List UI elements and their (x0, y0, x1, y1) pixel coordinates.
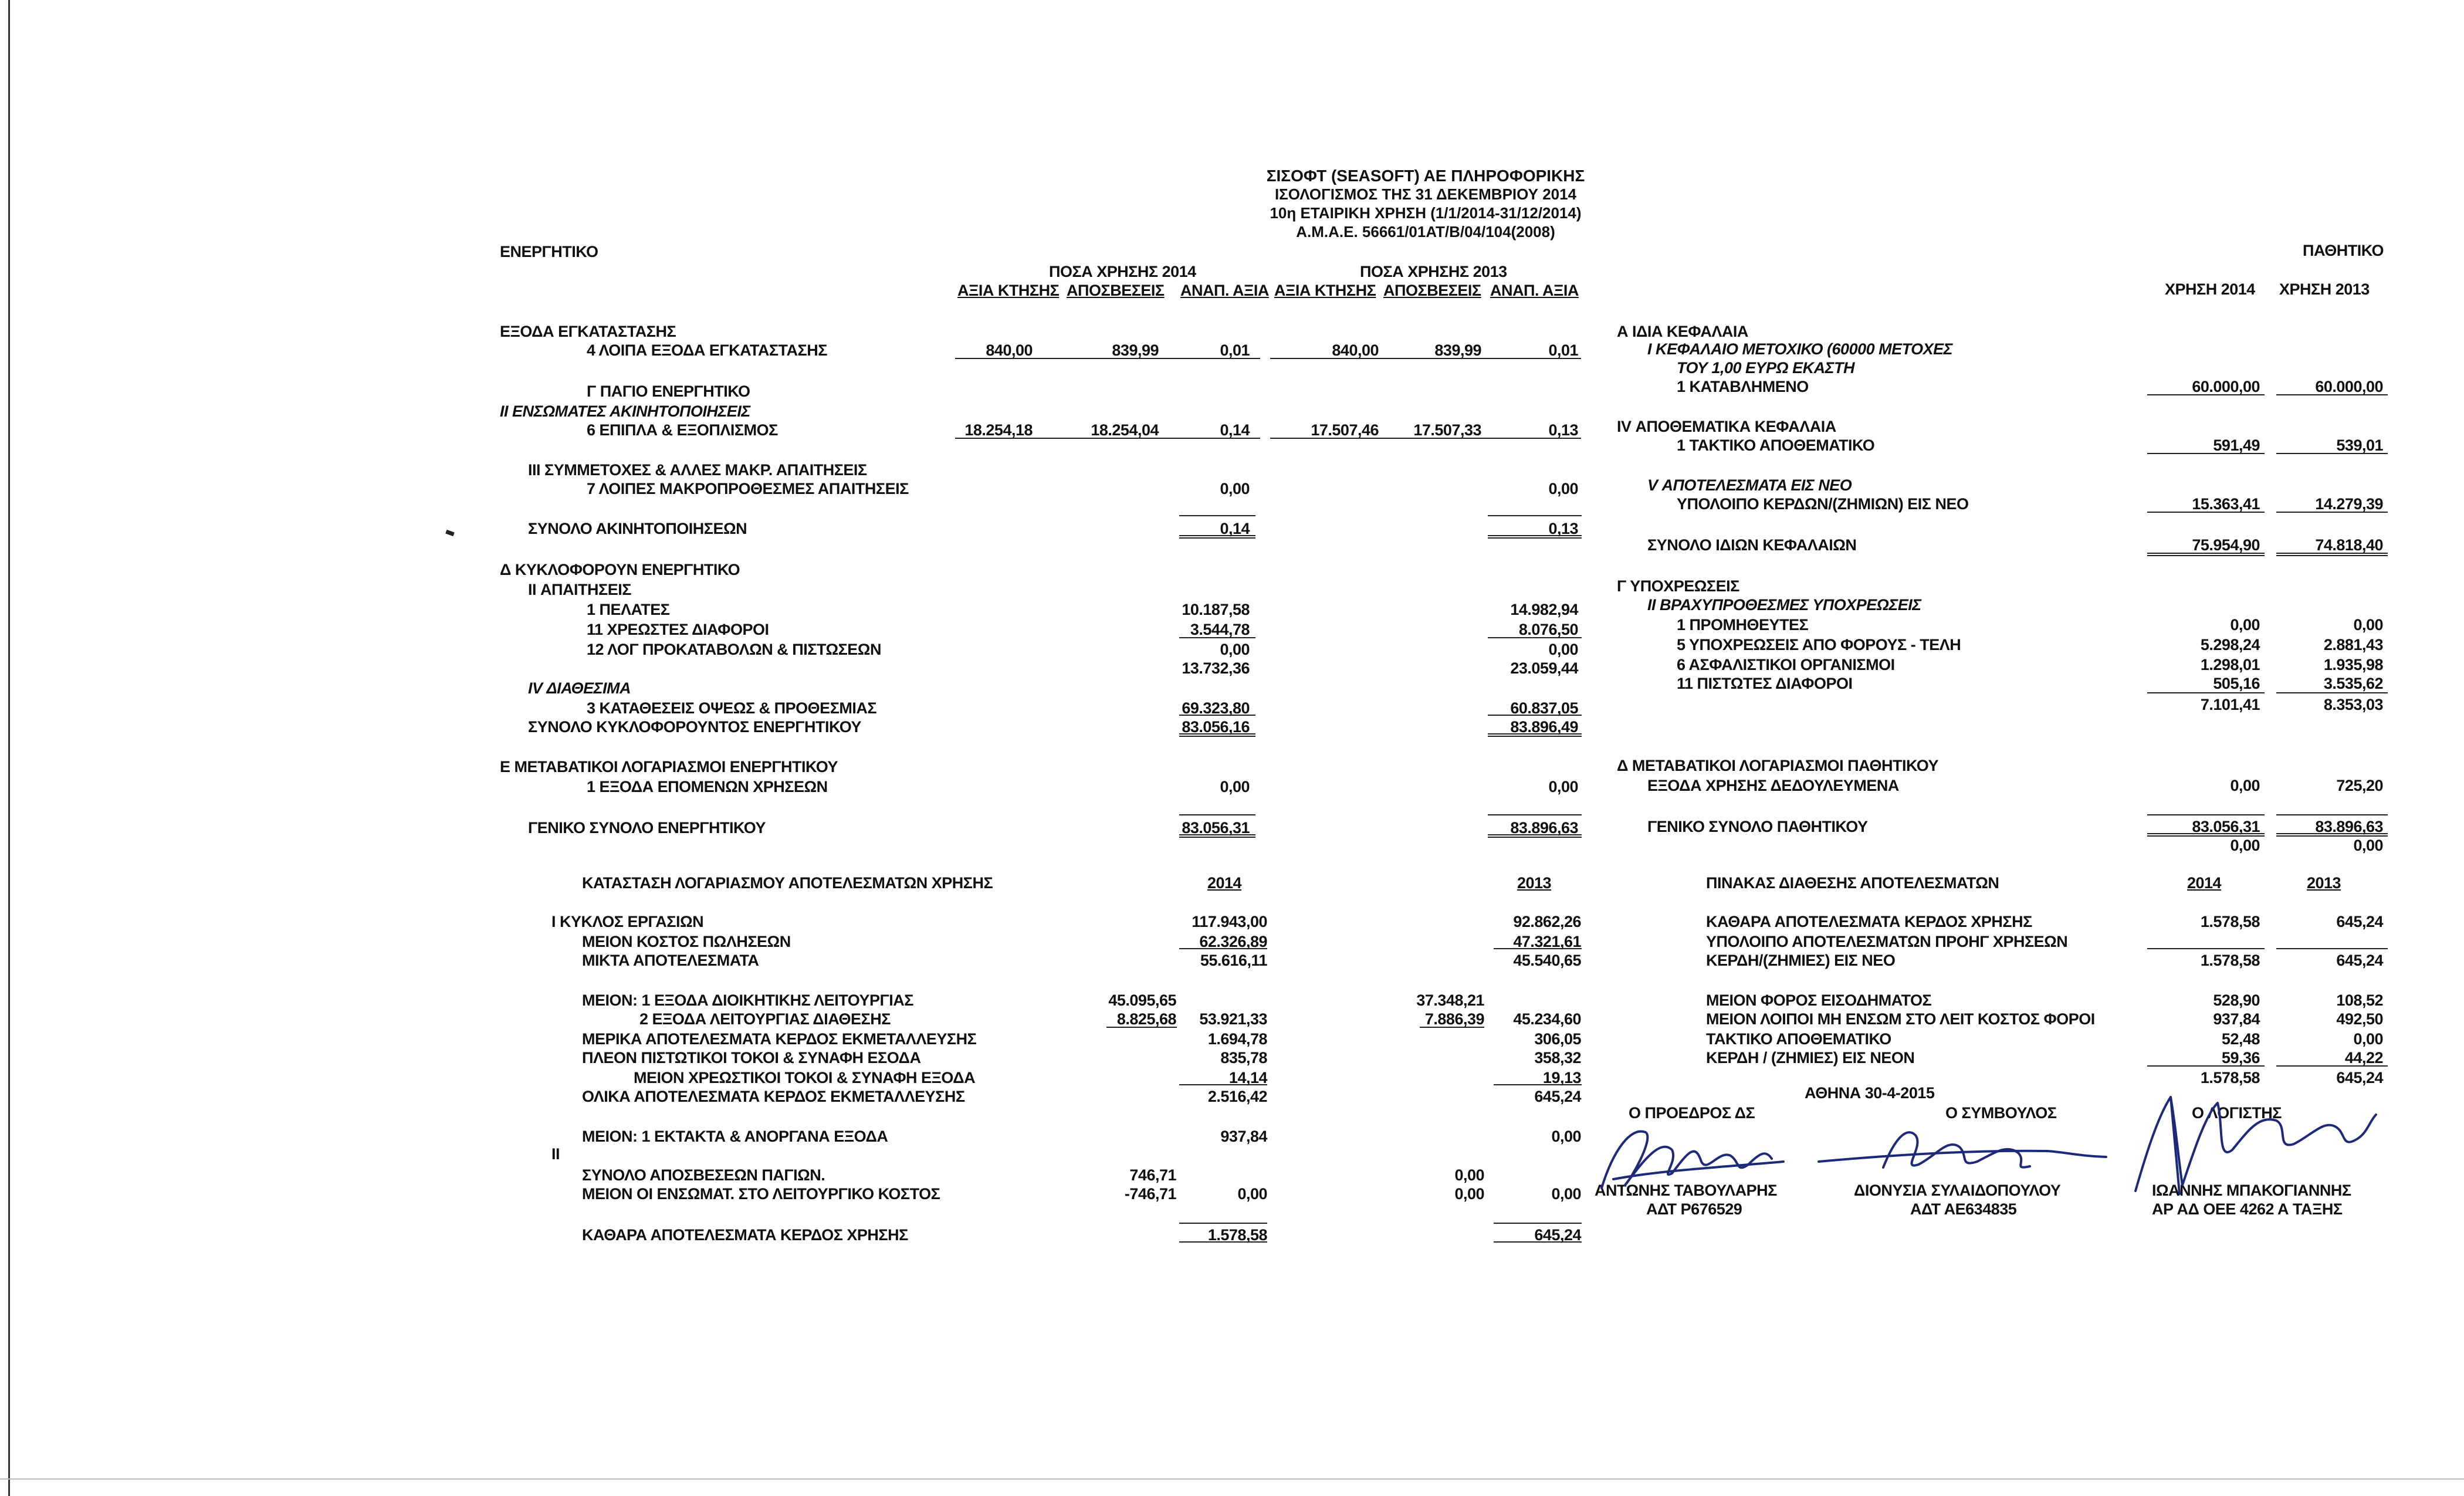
rule-total-2014 (1179, 814, 1255, 815)
distribution-row-label: ΥΠΟΛΟΙΠΟ ΑΠΟΤΕΛΕΣΜΑΤΩΝ ΠΡΟΗΓ ΧΡΗΣΕΩΝ (1706, 933, 2068, 950)
asset-value: 17.507,33 (1413, 421, 1481, 439)
liability-row-label: ΤΟΥ 1,00 ΕΥΡΩ ΕΚΑΣΤΗ (1677, 359, 1855, 377)
income-row-label: ΠΛΕΟΝ ΠΙΣΤΩΤΙΚΟΙ ΤΟΚΟΙ & ΣΥΝΑΦΗ ΕΣΟΔΑ (582, 1049, 921, 1067)
liability-value: 7.101,41 (2200, 696, 2260, 713)
asset-value: 0,01 (1548, 341, 1578, 359)
liability-value: 8.353,03 (2323, 696, 2383, 713)
rule-gtot-2014 (2147, 814, 2265, 815)
distribution-value: 52,48 (2221, 1030, 2260, 1048)
col-cost-2014: ΑΞΙΑ ΚΤΗΣΗΣ (957, 282, 1060, 299)
liability-row-label: IV ΑΠΟΘΕΜΑΤΙΚΑ ΚΕΦΑΛΑΙΑ (1617, 418, 1836, 435)
income-value: 358,32 (1534, 1049, 1581, 1067)
liabilities-title: ΠΑΘΗΤΙΚΟ (2303, 242, 2384, 259)
income-value: 45.095,65 (1108, 991, 1176, 1009)
asset-row-label: Γ ΠΑΓΙΟ ΕΝΕΡΓΗΤΙΚΟ (587, 383, 750, 400)
asset-value: 23.059,44 (1510, 659, 1578, 677)
income-value: 2.516,42 (1207, 1088, 1267, 1105)
dbl-gtot-2014 (2147, 833, 2265, 837)
income-value: 45.540,65 (1513, 952, 1581, 969)
asset-row-label: 4 ΛΟΙΠΑ ΕΞΟΔΑ ΕΓΚΑΤΑΣΤΑΣΗΣ (587, 341, 827, 359)
asset-value: 0,00 (1220, 641, 1250, 658)
liability-row-label: ΣΥΝΟΛΟ ΙΔΙΩΝ ΚΕΦΑΛΑΙΩΝ (1647, 536, 1857, 554)
rule-total-2013 (1488, 814, 1582, 815)
income-value: 1.578,58 (1207, 1226, 1267, 1244)
income-value: 0,00 (1551, 1185, 1581, 1203)
income-row-label: I ΚΥΚΛΟΣ ΕΡΓΑΣΙΩΝ (551, 913, 704, 930)
liability-value: 725,20 (2336, 777, 2383, 794)
liability-row-label: 1 ΚΑΤΑΒΛΗΜΕΝΟ (1677, 378, 1809, 395)
rule-dist-2-2013 (2276, 1065, 2388, 1067)
income-value: 47.321,61 (1513, 933, 1581, 950)
income-value: 0,00 (1454, 1166, 1484, 1184)
income-value: 55.616,11 (1200, 952, 1267, 969)
income-value: 14,14 (1228, 1069, 1267, 1087)
asset-row-label: II ΑΠΑΙΤΗΣΕΙΣ (528, 581, 631, 598)
dbl-gtot-2013 (2276, 833, 2388, 837)
asset-value: 0,00 (1548, 641, 1578, 658)
rule-install-2013 (1270, 358, 1581, 359)
rule-recv-2014 (1179, 637, 1255, 638)
distribution-row-label: ΚΕΡΔΗ/(ΖΗΜΙΕΣ) ΕΙΣ ΝΕΟ (1706, 952, 1896, 969)
asset-value: 0,14 (1220, 421, 1250, 439)
liability-row-label: V ΑΠΟΤΕΛΕΣΜΑΤΑ ΕΙΣ ΝΕΟ (1647, 476, 1852, 494)
income-value: 45.234,60 (1513, 1010, 1581, 1028)
asset-value: 83.056,31 (1182, 819, 1250, 837)
liability-value: 505,16 (2213, 675, 2260, 692)
liability-row-label: Γ ΥΠΟΧΡΕΩΣΕΙΣ (1617, 577, 1739, 595)
period-2014-label: ΠΟΣΑ ΧΡΗΣΗΣ 2014 (1049, 263, 1196, 280)
asset-value: 839,99 (1434, 341, 1481, 359)
income-value: 117.943,00 (1192, 913, 1267, 930)
income-row-label: ΜΕΙΟΝ ΟΙ ΕΝΣΩΜΑΤ. ΣΤΟ ΛΕΙΤΟΥΡΓΙΚΟ ΚΟΣΤΟΣ (582, 1185, 940, 1203)
income-value: 0,00 (1237, 1185, 1267, 1203)
asset-value: 18.254,18 (964, 421, 1033, 439)
asset-value: 18.254,04 (1091, 421, 1159, 439)
liability-value: 1.935,98 (2323, 656, 2383, 673)
income-value: 645,24 (1534, 1088, 1581, 1105)
asset-value: 0,00 (1548, 778, 1578, 796)
liability-value: 5.298,24 (2200, 636, 2260, 654)
income-value: 937,84 (1220, 1128, 1267, 1145)
dbl-total-2014 (1179, 834, 1255, 838)
liability-value: 2.881,43 (2323, 636, 2383, 654)
asset-value: 0,13 (1548, 520, 1578, 537)
asset-row-label: II ΕΝΣΩΜΑΤΕΣ ΑΚΙΝΗΤΟΠΟΙΗΣΕΙΣ (500, 402, 750, 420)
dbl-curr-2014 (1179, 733, 1255, 737)
liability-value: 14.279,39 (2315, 495, 2383, 513)
dbl-curr-2013 (1488, 733, 1582, 737)
income-value: 7.886,39 (1424, 1010, 1484, 1028)
rule-ret-2014 (2147, 512, 2265, 513)
asset-value: 839,99 (1112, 341, 1159, 359)
asset-value: 13.732,36 (1182, 659, 1250, 677)
distribution-row-label: ΜΕΙΟΝ ΦΟΡΟΣ ΕΙΣΟΔΗΜΑΤΟΣ (1706, 991, 1932, 1009)
rule-net2-2013 (1494, 1241, 1582, 1243)
asset-value: 10.187,58 (1182, 601, 1250, 618)
company-title: ΣΙΣΟΦΤ (SEASOFT) ΑΕ ΠΛΗΡΟΦΟΡΙΚΗΣ (1266, 167, 1585, 185)
advisor-id: ΑΔΤ ΑΕ634835 (1910, 1200, 2017, 1218)
distribution-value: 108,52 (2336, 991, 2383, 1009)
dbl-eq-2013 (2276, 553, 2388, 556)
president-id: ΑΔΤ Ρ676529 (1646, 1200, 1742, 1218)
rule-net2-2014 (1179, 1241, 1267, 1243)
income-year-2014: 2014 (1207, 874, 1242, 892)
liability-row-label: II ΒΡΑΧΥΠΡΟΘΕΣΜΕΣ ΥΠΟΧΡΕΩΣΕΙΣ (1647, 596, 1921, 614)
liability-value: 591,49 (2213, 436, 2260, 454)
distribution-title: ΠΙΝΑΚΑΣ ΔΙΑΘΕΣΗΣ ΑΠΟΤΕΛΕΣΜΑΤΩΝ (1706, 874, 1999, 892)
distribution-value: 1.578,58 (2200, 1069, 2260, 1087)
rule-cash-2014 (1179, 715, 1255, 716)
income-row-label: ΜΕΙΟΝ ΧΡΕΩΣΤΙΚΟΙ ΤΟΚΟΙ & ΣΥΝΑΦΗ ΕΞΟΔΑ (634, 1069, 976, 1087)
income-row-label: ΣΥΝΟΛΟ ΑΠΟΣΒΕΣΕΩΝ ΠΑΓΙΩΝ. (582, 1166, 825, 1184)
dist-year-2014: 2014 (2187, 874, 2222, 892)
liability-row-label: ΓΕΝΙΚΟ ΣΥΝΟΛΟ ΠΑΘΗΤΙΚΟΥ (1647, 818, 1868, 835)
income-year-2013: 2013 (1517, 874, 1552, 892)
income-value: 306,05 (1534, 1030, 1581, 1048)
rule-dist-1-2013 (2276, 948, 2388, 949)
accountant-name: ΙΩΑΝΝΗΣ ΜΠΑΚΟΓΙΑΝΝΗΣ (2152, 1182, 2351, 1199)
rule-cap-2013 (2276, 394, 2388, 395)
asset-value: 0,01 (1220, 341, 1250, 359)
accountant-signature (2124, 1079, 2382, 1197)
rule-dist-2-2014 (2147, 1065, 2265, 1067)
dist-year-2013: 2013 (2307, 874, 2341, 892)
president-role: Ο ΠΡΟΕΔΡΟΣ ΔΣ (1629, 1104, 1755, 1122)
col-net-2013: ΑΝΑΠ. ΑΞΙΑ (1490, 282, 1579, 299)
asset-row-label: ΓΕΝΙΚΟ ΣΥΝΟΛΟ ΕΝΕΡΓΗΤΙΚΟΥ (528, 819, 766, 837)
rule-sell-2013a (1420, 1027, 1484, 1028)
header-line-2: ΙΣΟΛΟΓΙΣΜΟΣ ΤΗΣ 31 ΔΕΚΕΜΒΡΙΟΥ 2014 (1274, 185, 1577, 203)
liability-value: 1.298,01 (2200, 656, 2260, 673)
income-value: 0,00 (1551, 1128, 1581, 1145)
rule-fixed-2013 (1488, 515, 1582, 516)
scan-edge-left (8, 0, 10, 1496)
asset-row-label: 3 ΚΑΤΑΘΕΣΕΙΣ ΟΨΕΩΣ & ΠΡΟΘΕΣΜΙΑΣ (587, 699, 877, 717)
liab-col-2013: ΧΡΗΣΗ 2013 (2279, 280, 2370, 298)
scan-speck (445, 530, 455, 536)
advisor-signature (1813, 1115, 2118, 1185)
income-value: -746,71 (1124, 1185, 1176, 1203)
asset-value: 60.837,05 (1510, 699, 1578, 717)
rule-fixed-2014 (1179, 515, 1255, 516)
income-value: 92.862,26 (1513, 913, 1581, 930)
asset-value: 840,00 (1332, 341, 1379, 359)
income-value: 645,24 (1534, 1226, 1581, 1244)
income-row-label: 2 ΕΞΟΔΑ ΛΕΙΤΟΥΡΓΙΑΣ ΔΙΑΘΕΣΗΣ (639, 1010, 891, 1028)
asset-row-label: Δ ΚΥΚΛΟΦΟΡΟΥΝ ΕΝΕΡΓΗΤΙΚΟ (500, 561, 740, 578)
income-row-label: ΟΛΙΚΑ ΑΠΟΤΕΛΕΣΜΑΤΑ ΚΕΡΔΟΣ ΕΚΜΕΤΑΛΛΕΥΣΗΣ (582, 1088, 965, 1105)
col-cost-2013: ΑΞΙΑ ΚΤΗΣΗΣ (1274, 282, 1376, 299)
distribution-value: 492,50 (2336, 1010, 2383, 1028)
asset-value: 8.076,50 (1518, 621, 1578, 638)
distribution-row-label: ΤΑΚΤΙΚΟ ΑΠΟΘΕΜΑΤΙΚΟ (1706, 1030, 1891, 1048)
income-value: 0,00 (1454, 1185, 1484, 1203)
liability-row-label: I ΚΕΦΑΛΑΙΟ ΜΕΤΟΧΙΚΟ (60000 ΜΕΤΟΧΕΣ (1647, 340, 1953, 358)
col-dep-2014: ΑΠΟΣΒΕΣΕΙΣ (1067, 282, 1165, 299)
income-value: 1.694,78 (1207, 1030, 1267, 1048)
period-2013-label: ΠΟΣΑ ΧΡΗΣΗΣ 2013 (1360, 263, 1507, 280)
col-net-2014: ΑΝΑΠ. ΑΞΙΑ (1180, 282, 1269, 299)
dbl-fixed-2013 (1488, 535, 1582, 539)
dbl-fixed-2014 (1179, 535, 1255, 539)
income-value: 37.348,21 (1416, 991, 1484, 1009)
distribution-value: 528,90 (2213, 991, 2260, 1009)
liability-value: 0,00 (2230, 616, 2260, 634)
income-row-label: ΜΕΡΙΚΑ ΑΠΟΤΕΛΕΣΜΑΤΑ ΚΕΡΔΟΣ ΕΚΜΕΤΑΛΛΕΥΣΗΣ (582, 1030, 977, 1048)
distribution-value: 59,36 (2221, 1049, 2260, 1067)
scan-edge-bottom (0, 1478, 2464, 1480)
asset-row-label: ΕΞΟΔΑ ΕΓΚΑΤΑΣΤΑΣΗΣ (500, 323, 676, 340)
rule-res-2014 (2147, 453, 2265, 454)
distribution-value: 645,24 (2336, 1069, 2383, 1087)
liability-row-label: Δ ΜΕΤΑΒΑΤΙΚΟΙ ΛΟΓΑΡΙΑΣΜΟΙ ΠΑΘΗΤΙΚΟΥ (1617, 757, 1938, 774)
asset-row-label: 1 ΠΕΛΑΤΕΣ (587, 601, 670, 618)
liability-value: 60.000,00 (2315, 378, 2383, 395)
rule-ret-2013 (2276, 512, 2388, 513)
asset-row-label: 7 ΛΟΙΠΕΣ ΜΑΚΡΟΠΡΟΘΕΣΜΕΣ ΑΠΑΙΤΗΣΕΙΣ (587, 480, 909, 497)
asset-value: 3.544,78 (1190, 621, 1250, 638)
income-row-label: II (551, 1145, 560, 1163)
liability-row-label: Α ΙΔΙΑ ΚΕΦΑΛΑΙΑ (1617, 323, 1748, 340)
liability-value: 0,00 (2353, 837, 2383, 854)
liability-value: 83.056,31 (2192, 818, 2260, 835)
assets-title: ΕΝΕΡΓΗΤΙΚΟ (500, 243, 598, 260)
distribution-value: 0,00 (2353, 1030, 2383, 1048)
asset-value: 0,00 (1548, 480, 1578, 497)
asset-value: 14.982,94 (1510, 601, 1578, 618)
distribution-row-label: ΚΑΘΑΡΑ ΑΠΟΤΕΛΕΣΜΑΤΑ ΚΕΡΔΟΣ ΧΡΗΣΗΣ (1706, 913, 2032, 930)
distribution-row-label: ΚΕΡΔΗ / (ΖΗΜΙΕΣ) ΕΙΣ ΝΕΟΝ (1706, 1049, 1915, 1067)
liability-row-label: 1 ΤΑΚΤΙΚΟ ΑΠΟΘΕΜΑΤΙΚΟ (1677, 436, 1875, 454)
rule-net-2014 (1179, 1223, 1267, 1224)
rule-cost-2013 (1494, 948, 1582, 949)
asset-value: 83.056,16 (1182, 718, 1250, 736)
asset-value: 83.896,63 (1510, 819, 1578, 837)
rule-furn-2014 (955, 438, 1260, 439)
asset-value: 0,00 (1220, 480, 1250, 497)
income-row-label: ΚΑΘΑΡΑ ΑΠΟΤΕΛΕΣΜΑΤΑ ΚΕΡΔΟΣ ΧΡΗΣΗΣ (582, 1226, 908, 1244)
rule-liab-2013 (2276, 692, 2388, 693)
dbl-eq-2014 (2147, 553, 2265, 556)
rule-cost-2014 (1179, 948, 1267, 949)
asset-value: 69.323,80 (1182, 699, 1250, 717)
asset-row-label: IV ΔΙΑΘΕΣΙΜΑ (528, 679, 631, 697)
liability-row-label: 1 ΠΡΟΜΗΘΕΥΤΕΣ (1677, 616, 1809, 634)
income-value: 19,13 (1542, 1069, 1581, 1087)
rule-cash-2013 (1488, 715, 1582, 716)
liability-row-label: 11 ΠΙΣΤΩΤΕΣ ΔΙΑΦΟΡΟΙ (1677, 675, 1853, 692)
liability-value: 74.818,40 (2315, 536, 2383, 554)
liability-value: 60.000,00 (2192, 378, 2260, 395)
income-row-label: ΜΕΙΟΝ: 1 ΕΞΟΔΑ ΔΙΟΙΚΗΤΙΚΗΣ ΛΕΙΤΟΥΡΓΙΑΣ (582, 991, 913, 1009)
distribution-value: 645,24 (2336, 952, 2383, 969)
rule-liab-2014 (2147, 692, 2265, 693)
liab-col-2014: ΧΡΗΣΗ 2014 (2165, 280, 2255, 298)
asset-row-label: III ΣΥΜΜΕΤΟΧΕΣ & ΑΛΛΕΣ ΜΑΚΡ. ΑΠΑΙΤΗΣΕΙΣ (528, 461, 867, 479)
income-row-label: ΜΕΙΟΝ ΚΟΣΤΟΣ ΠΩΛΗΣΕΩΝ (582, 933, 791, 950)
asset-row-label: ΣΥΝΟΛΟ ΑΚΙΝΗΤΟΠΟΙΗΣΕΩΝ (528, 520, 747, 537)
distribution-value: 44,22 (2344, 1049, 2383, 1067)
income-value: 835,78 (1220, 1049, 1267, 1067)
asset-value: 0,13 (1548, 421, 1578, 439)
asset-value: 17.507,46 (1311, 421, 1379, 439)
income-title: ΚΑΤΑΣΤΑΣΗ ΛΟΓΑΡΙΑΣΜΟΥ ΑΠΟΤΕΛΕΣΜΑΤΩΝ ΧΡΗΣΗΣ (582, 874, 993, 892)
liability-value: 83.896,63 (2315, 818, 2383, 835)
rule-int-2013 (1494, 1084, 1582, 1085)
col-dep-2013: ΑΠΟΣΒΕΣΕΙΣ (1383, 282, 1481, 299)
rule-sell-2014a (1106, 1027, 1177, 1028)
asset-row-label: 12 ΛΟΓ ΠΡΟΚΑΤΑΒΟΛΩΝ & ΠΙΣΤΩΣΕΩΝ (587, 641, 881, 658)
income-value: 53.921,33 (1199, 1010, 1267, 1028)
advisor-role: Ο ΣΥΜΒΟΥΛΟΣ (1945, 1104, 2057, 1122)
rule-install-2014 (955, 358, 1260, 359)
liability-value: 75.954,90 (2192, 536, 2260, 554)
income-value: 62.326,89 (1199, 933, 1267, 950)
distribution-value: 937,84 (2213, 1010, 2260, 1028)
rule-dist-1-2014 (2147, 948, 2265, 949)
income-value: 8.825,68 (1116, 1010, 1176, 1028)
asset-row-label: ΣΥΝΟΛΟ ΚΥΚΛΟΦΟΡΟΥΝΤΟΣ ΕΝΕΡΓΗΤΙΚΟΥ (528, 718, 861, 736)
asset-row-label: 11 ΧΡΕΩΣΤΕΣ ΔΙΑΦΟΡΟΙ (587, 621, 769, 638)
rule-int-2014 (1179, 1084, 1267, 1085)
income-row-label: ΜΙΚΤΑ ΑΠΟΤΕΛΕΣΜΑΤΑ (582, 952, 759, 969)
rule-furn-2013 (1270, 438, 1581, 439)
liability-value: 0,00 (2353, 616, 2383, 634)
advisor-name: ΔΙΟΝΥΣΙΑ ΣΥΛΑΙΔΟΠΟΥΛΟΥ (1854, 1182, 2061, 1199)
asset-value: 0,14 (1220, 520, 1250, 537)
distribution-value: 645,24 (2336, 913, 2383, 930)
president-name: ΑΝΤΩΝΗΣ ΤΑΒΟΥΛΑΡΗΣ (1595, 1182, 1777, 1199)
liability-value: 0,00 (2230, 837, 2260, 854)
income-row-label: ΜΕΙΟΝ: 1 ΕΚΤΑΚΤΑ & ΑΝΟΡΓΑΝΑ ΕΞΟΔΑ (582, 1128, 888, 1145)
accountant-role: Ο ΛΟΓΙΣΤΗΣ (2192, 1104, 2282, 1122)
rule-res-2013 (2276, 453, 2388, 454)
asset-value: 0,00 (1220, 778, 1250, 796)
distribution-row-label: ΜΕΙΟΝ ΛΟΙΠΟΙ ΜΗ ΕΝΣΩΜ ΣΤΟ ΛΕΙΤ ΚΟΣΤΟΣ ΦΟΡΟΙ (1706, 1010, 2095, 1028)
asset-row-label: 6 ΕΠΙΠΛΑ & ΕΞΟΠΛΙΣΜΟΣ (587, 421, 778, 439)
liability-value: 0,00 (2230, 777, 2260, 794)
header-line-4: Α.Μ.Α.Ε. 56661/01ΑΤ/Β/04/104(2008) (1296, 223, 1555, 241)
header-line-3: 10η ΕΤΑΙΡΙΚΗ ΧΡΗΣΗ (1/1/2014-31/12/2014) (1270, 204, 1582, 222)
liability-value: 539,01 (2336, 436, 2383, 454)
dbl-total-2013 (1488, 834, 1582, 838)
president-signature (1590, 1115, 1801, 1197)
liability-row-label: 5 ΥΠΟΧΡΕΩΣΕΙΣ ΑΠΟ ΦΟΡΟΥΣ - ΤΕΛΗ (1677, 636, 1961, 654)
distribution-value: 1.578,58 (2200, 952, 2260, 969)
asset-row-label: Ε ΜΕΤΑΒΑΤΙΚΟΙ ΛΟΓΑΡΙΑΣΜΟΙ ΕΝΕΡΓΗΤΙΚΟΥ (500, 758, 838, 776)
liability-row-label: ΥΠΟΛΟΙΠΟ ΚΕΡΔΩΝ/(ΖΗΜΙΩΝ) ΕΙΣ ΝΕΟ (1677, 495, 1969, 513)
rule-net-2013 (1494, 1223, 1582, 1224)
asset-row-label: 1 ΕΞΟΔΑ ΕΠΟΜΕΝΩΝ ΧΡΗΣΕΩΝ (587, 778, 828, 796)
liability-row-label: 6 ΑΣΦΑΛΙΣΤΙΚΟΙ ΟΡΓΑΝΙΣΜΟΙ (1677, 656, 1895, 673)
rule-recv-2013 (1488, 637, 1582, 638)
liability-value: 3.535,62 (2323, 675, 2383, 692)
rule-cap-2014 (2147, 394, 2265, 395)
liability-row-label: ΕΞΟΔΑ ΧΡΗΣΗΣ ΔΕΔΟΥΛΕΥΜΕΝΑ (1647, 777, 1899, 794)
income-value: 746,71 (1129, 1166, 1176, 1184)
rule-gtot-2013 (2276, 814, 2388, 815)
accountant-id: ΑΡ ΑΔ ΟΕΕ 4262 Α ΤΑΞΗΣ (2152, 1200, 2343, 1218)
place-date: ΑΘΗΝΑ 30-4-2015 (1805, 1084, 1935, 1102)
asset-value: 840,00 (986, 341, 1033, 359)
asset-value: 83.896,49 (1510, 718, 1578, 736)
liability-value: 15.363,41 (2192, 495, 2260, 513)
distribution-value: 1.578,58 (2200, 913, 2260, 930)
